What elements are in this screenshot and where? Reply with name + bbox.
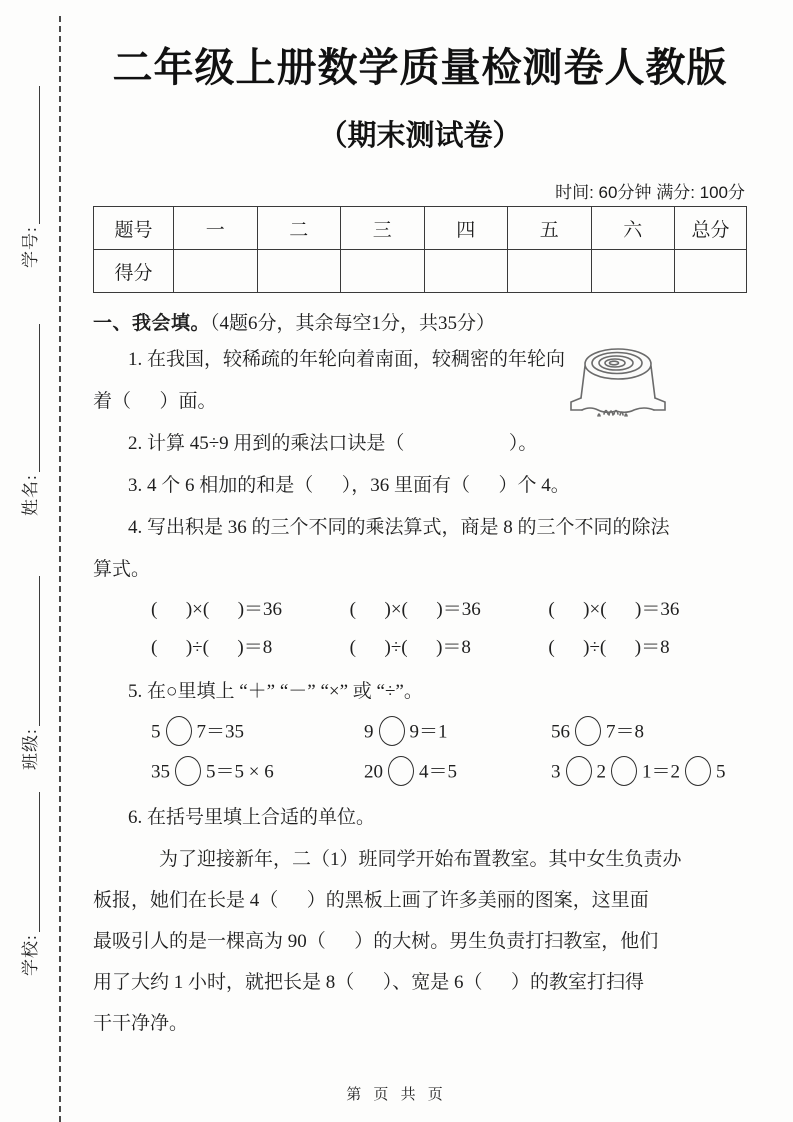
operator-circle [611, 756, 637, 786]
operand: 1＝2 [642, 761, 681, 783]
question-4-multiplication-row [93, 591, 747, 629]
question-6-paragraph-line: 最吸引人的是一棵高为 90（ ）的大树。男生负责打扫教室，他们 [93, 931, 659, 952]
operand: 3 [551, 761, 561, 783]
score-cell-empty [174, 250, 258, 293]
multiplication-equation: ( )×( )＝36 [349, 599, 481, 620]
student-id-field [16, 86, 50, 268]
student-id-label: 学号: [21, 226, 40, 268]
page-footer: 第 页 共 页 [346, 1086, 447, 1103]
section-one-title: 一、我会填。 [93, 313, 211, 334]
question-4-line-2: 算式。 [93, 559, 151, 580]
question-6-paragraph-line: 用了大约 1 小时，就把长是 8（ ）、宽是 6（ ）的教室打扫得 [93, 972, 645, 993]
operand: 9 [364, 721, 374, 743]
operand: 5＝5 × 6 [206, 761, 274, 783]
division-equation: ( )÷( )＝8 [349, 637, 471, 658]
student-school-label: 学校: [21, 934, 40, 976]
student-school-write-line [16, 792, 40, 932]
student-name-label: 姓名: [21, 474, 40, 516]
score-table-header-row [94, 207, 747, 250]
student-school-field [16, 792, 50, 976]
fill-operator-expression [551, 756, 726, 790]
score-cell-empty [424, 250, 508, 293]
operator-circle [166, 716, 192, 746]
operator-circle [175, 756, 201, 786]
question-1-line-2: 着（ ）面。 [93, 391, 217, 412]
operand: 35 [151, 761, 170, 783]
score-cell-empty [591, 250, 675, 293]
score-cell-empty [257, 250, 341, 293]
question-5-row-1 [93, 713, 747, 753]
operator-circle [379, 716, 405, 746]
operand: 5 [716, 761, 726, 783]
binding-dashed-line [59, 16, 61, 1122]
operator-circle [685, 756, 711, 786]
question-6-header: 6. 在括号里填上合适的单位。 [128, 807, 376, 828]
fill-operator-expression [151, 716, 364, 750]
score-table-header-cell: 一 [174, 207, 258, 250]
score-table-header-cell: 二 [257, 207, 341, 250]
time-score-info: 时间: 60分钟 满分: 100分 [555, 183, 745, 202]
fill-operator-expression [551, 716, 644, 750]
operator-circle [566, 756, 592, 786]
multiplication-equation: ( )×( )＝36 [548, 599, 680, 620]
operand: 9＝1 [409, 721, 448, 743]
page-subtitle: （期末测试卷） [318, 120, 522, 152]
score-table-header-cell: 五 [508, 207, 592, 250]
question-6-paragraph-line: 干干净净。 [93, 1013, 189, 1034]
multiplication-equation: ( )×( )＝36 [151, 599, 283, 620]
page-title: 二年级上册数学质量检测卷人教版 [112, 46, 728, 90]
score-cell-empty [508, 250, 592, 293]
question-3: 3. 4 个 6 相加的和是（ ），36 里面有（ ）个 4。 [128, 475, 570, 496]
operand: 56 [551, 721, 570, 743]
student-id-write-line [16, 86, 40, 224]
operand: 7＝35 [196, 721, 245, 743]
score-cell-empty [675, 250, 747, 293]
score-table-header-cell: 总分 [675, 207, 747, 250]
operand: 20 [364, 761, 383, 783]
operator-circle [575, 716, 601, 746]
student-class-field [16, 576, 50, 770]
question-5-header: 5. 在○里填上 “＋” “－” “×” 或 “÷”。 [128, 681, 423, 702]
score-table-score-row [94, 250, 747, 293]
question-4-division-row [93, 629, 747, 667]
question-4-line-1: 4. 写出积是 36 的三个不同的乘法算式，商是 8 的三个不同的除法 [128, 517, 670, 538]
score-table-header-cell: 四 [424, 207, 508, 250]
question-1-line-1: 1. 在我国，较稀疏的年轮向着南面，较稠密的年轮向 [128, 349, 566, 370]
operand: 5 [151, 721, 161, 743]
question-6-paragraph-line: 板报，她们在长是 4（ ）的黑板上画了许多美丽的图案，这里面 [93, 890, 649, 911]
division-equation: ( )÷( )＝8 [151, 637, 273, 658]
section-one-points: （4题6分，其余每空1分，共35分） [210, 313, 496, 334]
fill-operator-expression [364, 756, 551, 790]
section-one-heading [93, 309, 747, 339]
student-class-write-line [16, 576, 40, 726]
fill-operator-expression [151, 756, 364, 790]
score-cell-empty [341, 250, 425, 293]
score-table [93, 206, 747, 293]
operand: 7＝8 [606, 721, 645, 743]
paper-content [93, 0, 747, 1044]
score-row-label: 得分 [94, 250, 174, 293]
tree-stump-icon [568, 342, 668, 424]
score-table-header-cell: 六 [591, 207, 675, 250]
student-class-label: 班级: [21, 728, 40, 770]
division-equation: ( )÷( )＝8 [548, 637, 670, 658]
question-2: 2. 计算 45÷9 用到的乘法口诀是（ ）。 [128, 433, 538, 454]
fill-operator-expression [364, 716, 551, 750]
score-table-header-cell: 题号 [94, 207, 174, 250]
operator-circle [388, 756, 414, 786]
student-name-field [16, 324, 50, 516]
student-name-write-line [16, 324, 40, 472]
operand: 4＝5 [419, 761, 458, 783]
score-table-header-cell: 三 [341, 207, 425, 250]
operand: 2 [596, 761, 606, 783]
question-5-row-2 [93, 753, 747, 793]
question-6-paragraph-line: 为了迎接新年，二（1）班同学开始布置教室。其中女生负责办 [159, 849, 682, 870]
